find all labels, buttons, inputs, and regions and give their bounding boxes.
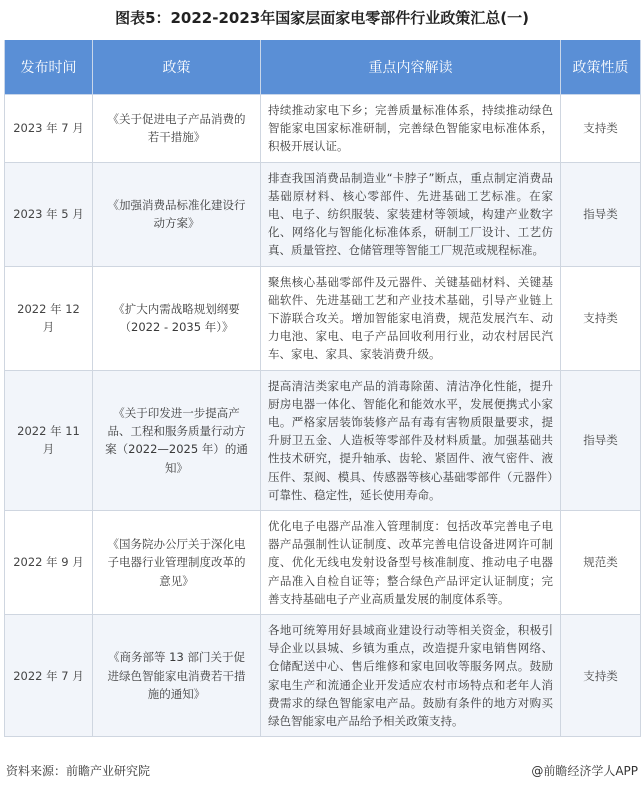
row-policy: 《加强消费品标准化建设行动方案》 — [93, 162, 261, 266]
header-policy: 政策 — [93, 40, 261, 95]
header-date: 发布时间 — [5, 40, 93, 95]
table-row — [5, 266, 641, 370]
row-content: 优化电子电器产品准入管理制度：包括改革完善电子电器产品强制性认证制度、改革完善电信设备进网许可制度、优化无线电发射设备型号核准制度、推动电子电器产品准入自检自证等；整合绿色产品评定认证制度；完善支持基础电子产业高质量发展的制度体系等。 — [261, 511, 561, 615]
row-type: 支持类 — [561, 266, 641, 370]
page-title: 图表5：2022-2023年国家层面家电零部件行业政策汇总(一) — [115, 9, 529, 27]
table-header-row — [5, 40, 641, 95]
row-date: 2023 年 7 月 — [5, 95, 93, 163]
row-type: 指导类 — [561, 162, 641, 266]
header-content: 重点内容解读 — [261, 40, 561, 95]
row-date: 2022 年 11 月 — [5, 370, 93, 510]
table-row — [5, 95, 641, 163]
row-date: 2022 年 12 月 — [5, 266, 93, 370]
row-content: 提高清洁类家电产品的消毒除菌、清洁净化性能，提升厨房电器一体化、智能化和能效水平，发展便携式小家电。严格家居装饰装修产品有毒有害物质限量要求，提升厨卫五金、人造板等零部件及材料质量。加强基础共性技术研究，提升轴承、齿轮、紧固件、液气密件、液压件、泵阀、模具、传感器等核心基础零部件（元器件）可靠性、稳定性，延长使用寿命。 — [261, 370, 561, 510]
source-note: 资料来源：前瞻产业研究院 — [6, 764, 151, 778]
row-type: 指导类 — [561, 370, 641, 510]
row-content: 聚焦核心基础零部件及元器件、关键基础材料、关键基础软件、先进基础工艺和产业技术基础，引导产业链上下游联合攻关。增加智能家电消费，规范发展汽车、动力电池、家电、电子产品回收利用行业，动农村居民汽车、家电、家具、家装消费升级。 — [261, 266, 561, 370]
row-content: 持续推动家电下乡；完善质量标准体系，持续推动绿色智能家电国家标准研制，完善绿色智能家电标准体系，积极开展认证。 — [261, 95, 561, 163]
table-row — [5, 511, 641, 615]
row-date: 2022 年 9 月 — [5, 511, 93, 615]
credit-note: @前瞻经济学人APP — [531, 764, 638, 778]
row-date: 2023 年 5 月 — [5, 162, 93, 266]
row-type: 支持类 — [561, 615, 641, 737]
table-row — [5, 370, 641, 510]
row-policy: 《关于印发进一步提高产品、工程和服务质量行动方案（2022—2025 年）的通知》 — [93, 370, 261, 510]
row-policy: 《商务部等 13 部门关于促进绿色智能家电消费若干措施的通知》 — [93, 615, 261, 737]
row-policy: 《关于促进电子产品消费的若干措施》 — [93, 95, 261, 163]
policy-table — [4, 40, 641, 737]
row-type: 规范类 — [561, 511, 641, 615]
row-type: 支持类 — [561, 95, 641, 163]
row-content: 排查我国消费品制造业“卡脖子”断点，重点制定消费品基础原材料、核心零部件、先进基础工艺标准。在家电、电子、纺织服装、家装建材等领域，构建产业数字化、网络化与智能化标准体系，研制工厂设计、工艺仿真、质量管控、仓储管理等智能工厂规范或规程标准。 — [261, 162, 561, 266]
table-row — [5, 162, 641, 266]
row-content: 各地可统筹用好县域商业建设行动等相关资金，积极引导企业以县城、乡镇为重点，改造提升家电销售网络、仓储配送中心、售后维修和家电回收等服务网点。鼓励家电生产和流通企业开发适应农村市场特点和老年人消费需求的绿色智能家电产品。鼓励有条件的地方对购买绿色智能家电产品给予相关政策支持。 — [261, 615, 561, 737]
header-type: 政策性质 — [561, 40, 641, 95]
row-policy: 《扩大内需战略规划纲要（2022 - 2035 年）》 — [93, 266, 261, 370]
row-policy: 《国务院办公厅关于深化电子电器行业管理制度改革的意见》 — [93, 511, 261, 615]
row-date: 2022 年 7 月 — [5, 615, 93, 737]
table-row — [5, 615, 641, 737]
